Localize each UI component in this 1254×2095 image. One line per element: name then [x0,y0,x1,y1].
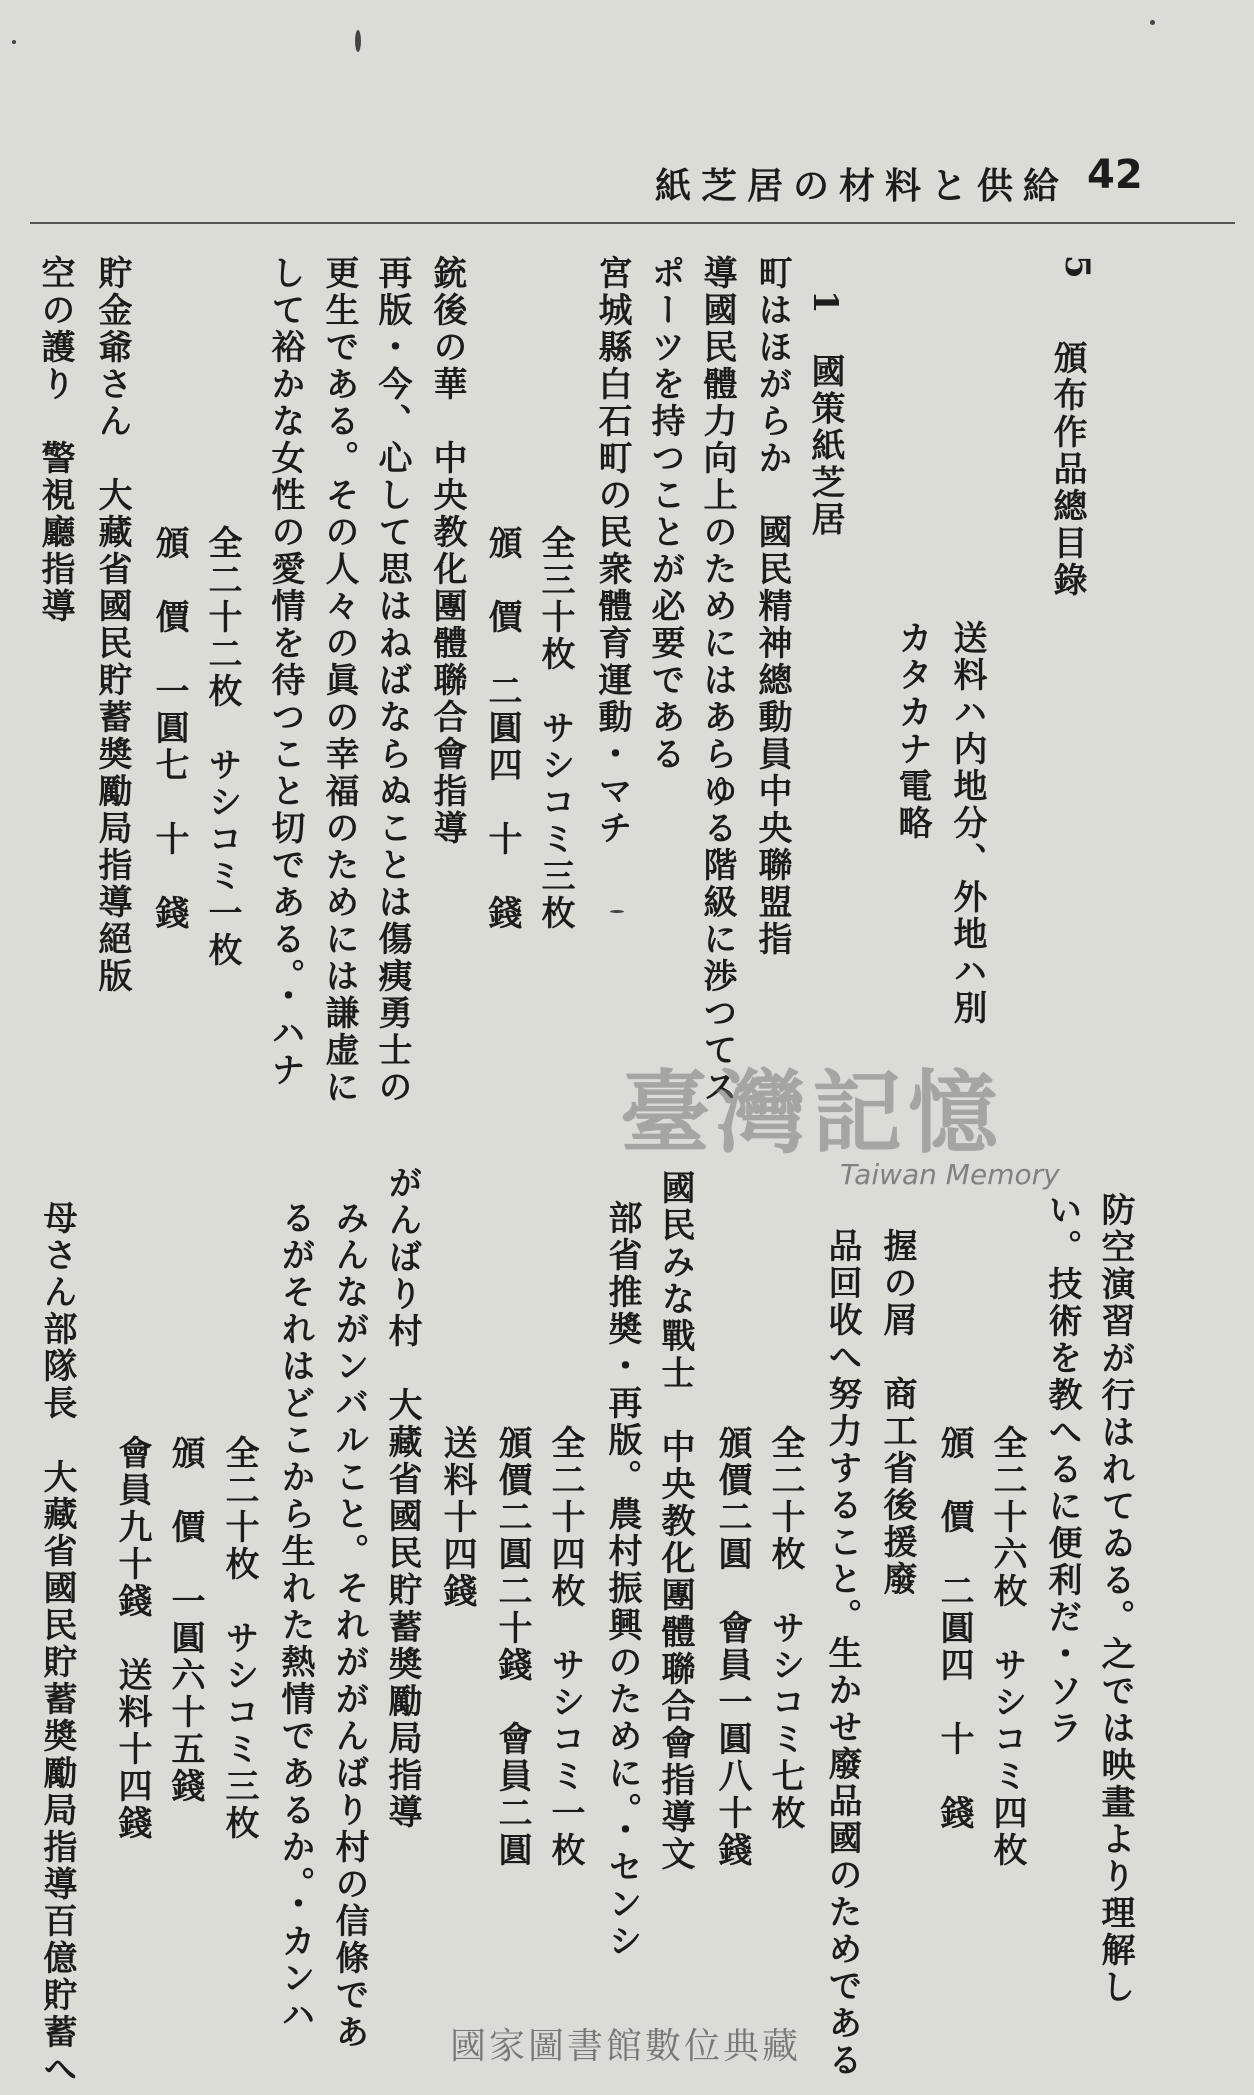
text-column: 頒價二圓二十錢 會員二圓 [492,1425,532,1869]
text-column: るがそれはどこから生れた熱情であるか。・カンハ [275,1200,315,2034]
text-column: 1 國策紙芝居 [805,290,845,539]
text-column: カタカナ電略 [892,620,932,842]
text-column: して裕かな女性の愛情を待つこと切である。・ハナ [265,255,305,1089]
text-column: 頒 價 一圓六十五錢 [165,1435,205,1805]
text-column: 品回收へ努力すること。生かせ廢品國のためである [822,1228,862,2079]
text-column: 宮城縣白石町の民衆體育運動・マチ [592,255,632,847]
text-column: 全二十六枚 サシコミ四枚 [987,1425,1027,1869]
text-column: 母さん部隊長 大藏省國民貯蓄奬勵局指導百億貯蓄へ [37,1200,77,2088]
page-number: 42 [1087,152,1143,198]
scan-speck [355,30,361,52]
running-head: 紙芝居の材料と供給 [655,165,1070,207]
text-column: 握の屑 商工省後援廢 [877,1228,917,1598]
text-column: 空の護り 警視廳指導 [35,255,75,625]
scan-speck [610,910,624,913]
text-column: 國民みな戰士 中央教化團體聯合會指導文 [655,1170,695,1873]
text-column: 銃後の華 中央教化團體聯合會指導 [427,255,467,847]
text-column: 頒價二圓 會員一圓八十錢 [712,1425,752,1869]
text-column: 頒 價 一圓七 十 錢 [149,525,189,932]
text-column: 導國民體力向上のためにはあらゆる階級に渉つてス [697,255,737,1106]
text-column: 送料十四錢 [437,1425,477,1610]
watermark-logo: 臺灣記憶 [620,1060,1004,1166]
text-column: 町はほがらか 國民精神總動員中央聯盟指 [752,255,792,958]
footer-credit: 國家圖書館數位典藏 [450,2026,802,2067]
scan-speck [12,40,16,44]
text-column: 再版・今、心して思はねばならぬことは傷痍勇士の [372,255,412,1106]
text-column: ポーツを持つことが必要である [645,255,685,773]
text-column: 部省推奬・再版。農村振興のために。・センシ [602,1200,642,1960]
text-column: い。技術を教へるに便利だ・ソラ [1042,1192,1082,1747]
text-column: みんながンバルこと。それががんばり村の信條であ [329,1200,369,2051]
text-column: 全二十四枚 サシコミ一枚 [545,1425,585,1869]
watermark-subtitle: Taiwan Memory [840,1158,1060,1191]
text-column: 5 [1057,255,1097,282]
text-column: 會員九十錢 送料十四錢 [112,1435,152,1842]
text-column: がんばり村 大藏省國民貯蓄奬勵局指導 [382,1165,422,1831]
text-column: 全二十枚 サシコミ三枚 [219,1435,259,1842]
text-column: 全二十枚 サシコミ七枚 [765,1425,805,1832]
text-column: 全三十枚 サシコミ三枚 [535,525,575,932]
scan-speck [1150,20,1155,25]
text-column: 送料ハ内地分、外地ハ別 [947,620,987,1027]
text-column: 頒 價 二圓四 十 錢 [482,525,522,932]
text-column: 全二十二枚 サシコミ一枚 [202,525,242,969]
text-column: 頒 價 二圓四 十 錢 [934,1425,974,1832]
text-column: 頒布作品總目錄 [1047,340,1087,599]
text-column: 防空演習が行はれてゐる。之では映畫より理解し [1095,1192,1135,2006]
text-column: 貯金爺さん 大藏省國民貯蓄奬勵局指導絕版 [92,255,132,995]
header-rule [30,222,1235,224]
text-column: 更生である。その人々の眞の幸福のためには謙虚に [319,255,359,1106]
